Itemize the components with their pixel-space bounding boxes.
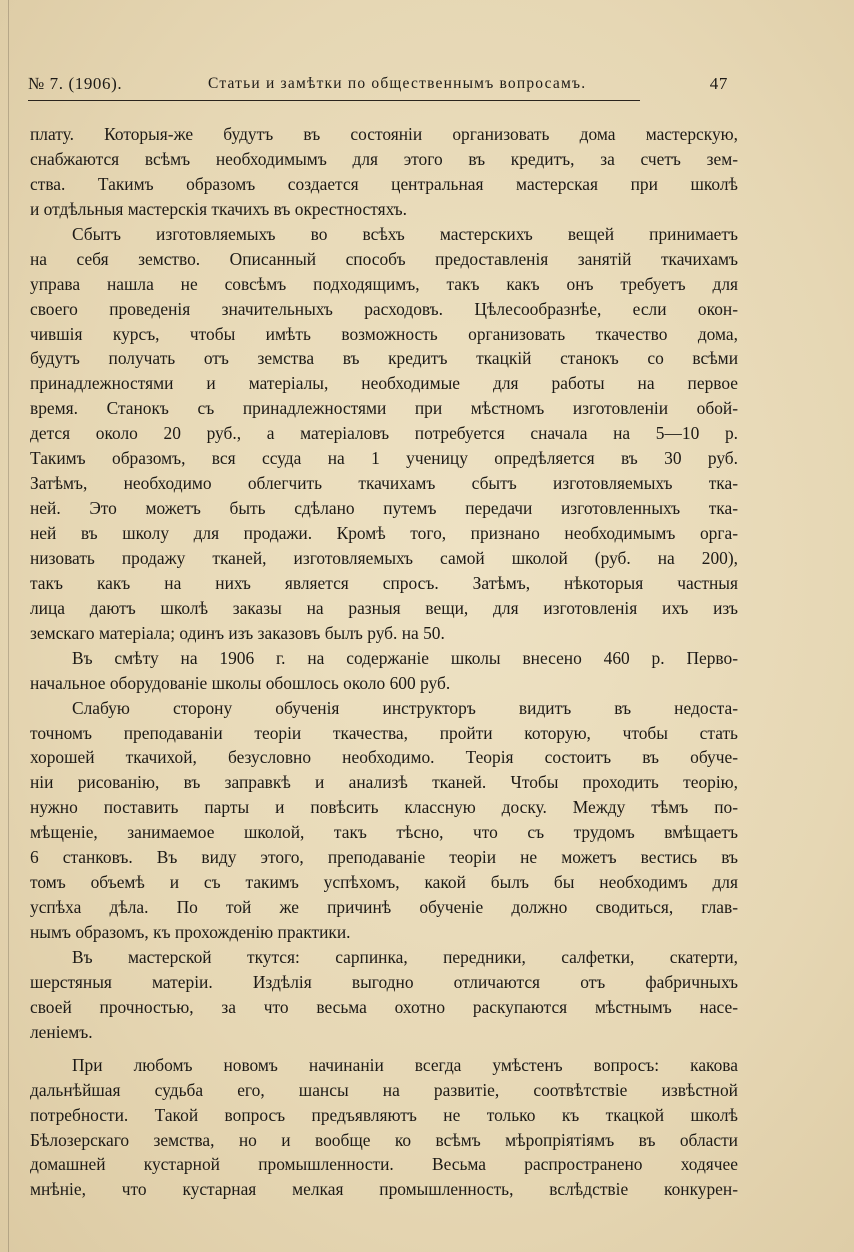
text-line: домашней кустарной промышленности. Весьма распространено ходячее <box>30 1154 738 1175</box>
text-line: чившiя курсъ, чтобы имѣть возможность организовать ткачество дома, <box>30 323 738 344</box>
text-line: мнѣнiе, что кустарная мелкая промышленность, вслѣдствiе конкурен- <box>30 1179 738 1200</box>
text-line: Такимъ образомъ, вся ссуда на 1 ученицу опредѣляется въ 30 руб. <box>30 448 738 469</box>
text-line: ней въ школу для продажи. Кромѣ того, признано необходимымъ орга- <box>30 523 738 543</box>
text-line: потребности. Такой вопросъ предъявляютъ не только къ ткацкой школѣ <box>30 1104 738 1125</box>
text-line: земскаго матерiала; одинъ изъ заказовъ былъ руб. на 50. <box>30 622 445 643</box>
text-line: успѣха дѣла. По той же причинѣ обученiе должно сводиться, глав- <box>30 897 738 918</box>
body-text <box>30 122 738 1202</box>
running-header <box>28 74 748 100</box>
text-line: будутъ получать отъ земства въ кредитъ ткацкiй станокъ со всѣми <box>30 348 738 369</box>
text-line: ства. Такимъ образомъ создается центральная мастерская при школѣ <box>30 173 738 194</box>
text-line: начальное оборудованiе школы обошлось около 600 руб. <box>30 672 451 693</box>
text-line: мѣщенiе, занимаемое школой, такъ тѣсно, что съ трудомъ вмѣщаетъ <box>30 822 738 843</box>
page-number: 47 <box>709 74 728 93</box>
running-title: Статьи и замѣтки по общественнымъ вопросамъ. <box>208 75 587 92</box>
text-line: томъ объемѣ и съ такимъ успѣхомъ, какой былъ бы необходимъ для <box>30 872 738 893</box>
text-line: дется около 20 руб., а матерiаловъ потребуется сначала на 5—10 р. <box>30 423 738 444</box>
text-line: низовать продажу тканей, изготовляемыхъ самой школой (руб. на 200), <box>30 547 738 568</box>
text-line: нiи рисованiю, въ заправкѣ и анализѣ тканей. Чтобы проходить теорiю, <box>30 772 738 793</box>
text-line: своего проведенiя значительныхъ расходовъ. Цѣлесообразнѣе, если окон- <box>30 298 738 319</box>
issue-number: № 7. (1906). <box>28 74 123 93</box>
text-line: дальнѣйшая судьба его, шансы на развитiе, соотвѣтствiе извѣстной <box>30 1079 738 1100</box>
text-line: При любомъ новомъ начинанiи всегда умѣстенъ вопросъ: какова <box>72 1054 738 1075</box>
text-line: Въ смѣту на 1906 г. на содержанiе школы внесено 460 р. Перво- <box>72 647 738 668</box>
text-line: Сбытъ изготовляемыхъ во всѣхъ мастерскихъ вещей принимаетъ <box>72 223 738 244</box>
text-line: ней. Это можетъ быть сдѣлано путемъ передачи изготовленныхъ тка- <box>30 498 738 519</box>
text-line: управа нашла не совсѣмъ подходящимъ, такъ какъ онъ требуетъ для <box>30 273 738 294</box>
page-edge-line <box>8 0 9 1252</box>
paragraph-gap <box>30 1045 738 1053</box>
text-line: снабжаются всѣмъ необходимымъ для этого въ кредитъ, за счетъ зем- <box>30 148 738 169</box>
text-line: 6 станковъ. Въ виду этого, преподаванiе теорiи не можетъ вестись въ <box>30 847 738 868</box>
text-line: хорошей ткачихой, безусловно необходимо. Теорiя состоитъ въ обуче- <box>30 747 738 768</box>
text-line: Въ мастерской ткутся: сарпинка, передники, салфетки, скатерти, <box>72 946 738 967</box>
text-line: Слабую сторону обученiя инструкторъ видитъ въ недоста- <box>72 697 738 718</box>
text-line: своей прочностью, за что весьма охотно раскупаются мѣстнымъ насе- <box>30 996 738 1017</box>
text-line: плату. Которыя-же будутъ въ состоянiи организовать дома мастерскую, <box>30 124 738 144</box>
text-line: Затѣмъ, необходимо облегчить ткачихамъ сбытъ изготовляемыхъ тка- <box>30 473 738 494</box>
text-line: на себя земство. Описанный способъ предоставленiя занятiй ткачихамъ <box>30 248 738 269</box>
text-line: нужно поставить парты и повѣсить классную доску. Между тѣмъ по- <box>30 797 738 818</box>
text-line: и отдѣльныя мастерскiя ткачихъ въ окрестностяхъ. <box>30 198 407 219</box>
text-line: принадлежностями и матерiалы, необходимые для работы на первое <box>30 373 738 394</box>
text-line: шерстяныя матерiи. Издѣлiя выгодно отличаются отъ фабричныхъ <box>30 971 738 992</box>
text-line: ленiемъ. <box>30 1021 93 1042</box>
header-rule <box>28 100 640 101</box>
text-line: точномъ преподаванiи теорiи ткачества, пройти которую, чтобы стать <box>30 722 738 743</box>
text-line: лица даютъ школѣ заказы на разныя вещи, для изготовленiя ихъ изъ <box>30 597 738 618</box>
text-line: Бѣлозерскаго земства, но и вообще ко всѣмъ мѣропрiятiямъ въ области <box>30 1129 738 1150</box>
text-line: такъ какъ на нихъ является спросъ. Затѣмъ, нѣкоторыя частныя <box>30 572 738 593</box>
text-line: время. Станокъ съ принадлежностями при мѣстномъ изготовленiи обой- <box>30 398 738 419</box>
text-line: нымъ образомъ, къ прохожденiю практики. <box>30 922 351 942</box>
